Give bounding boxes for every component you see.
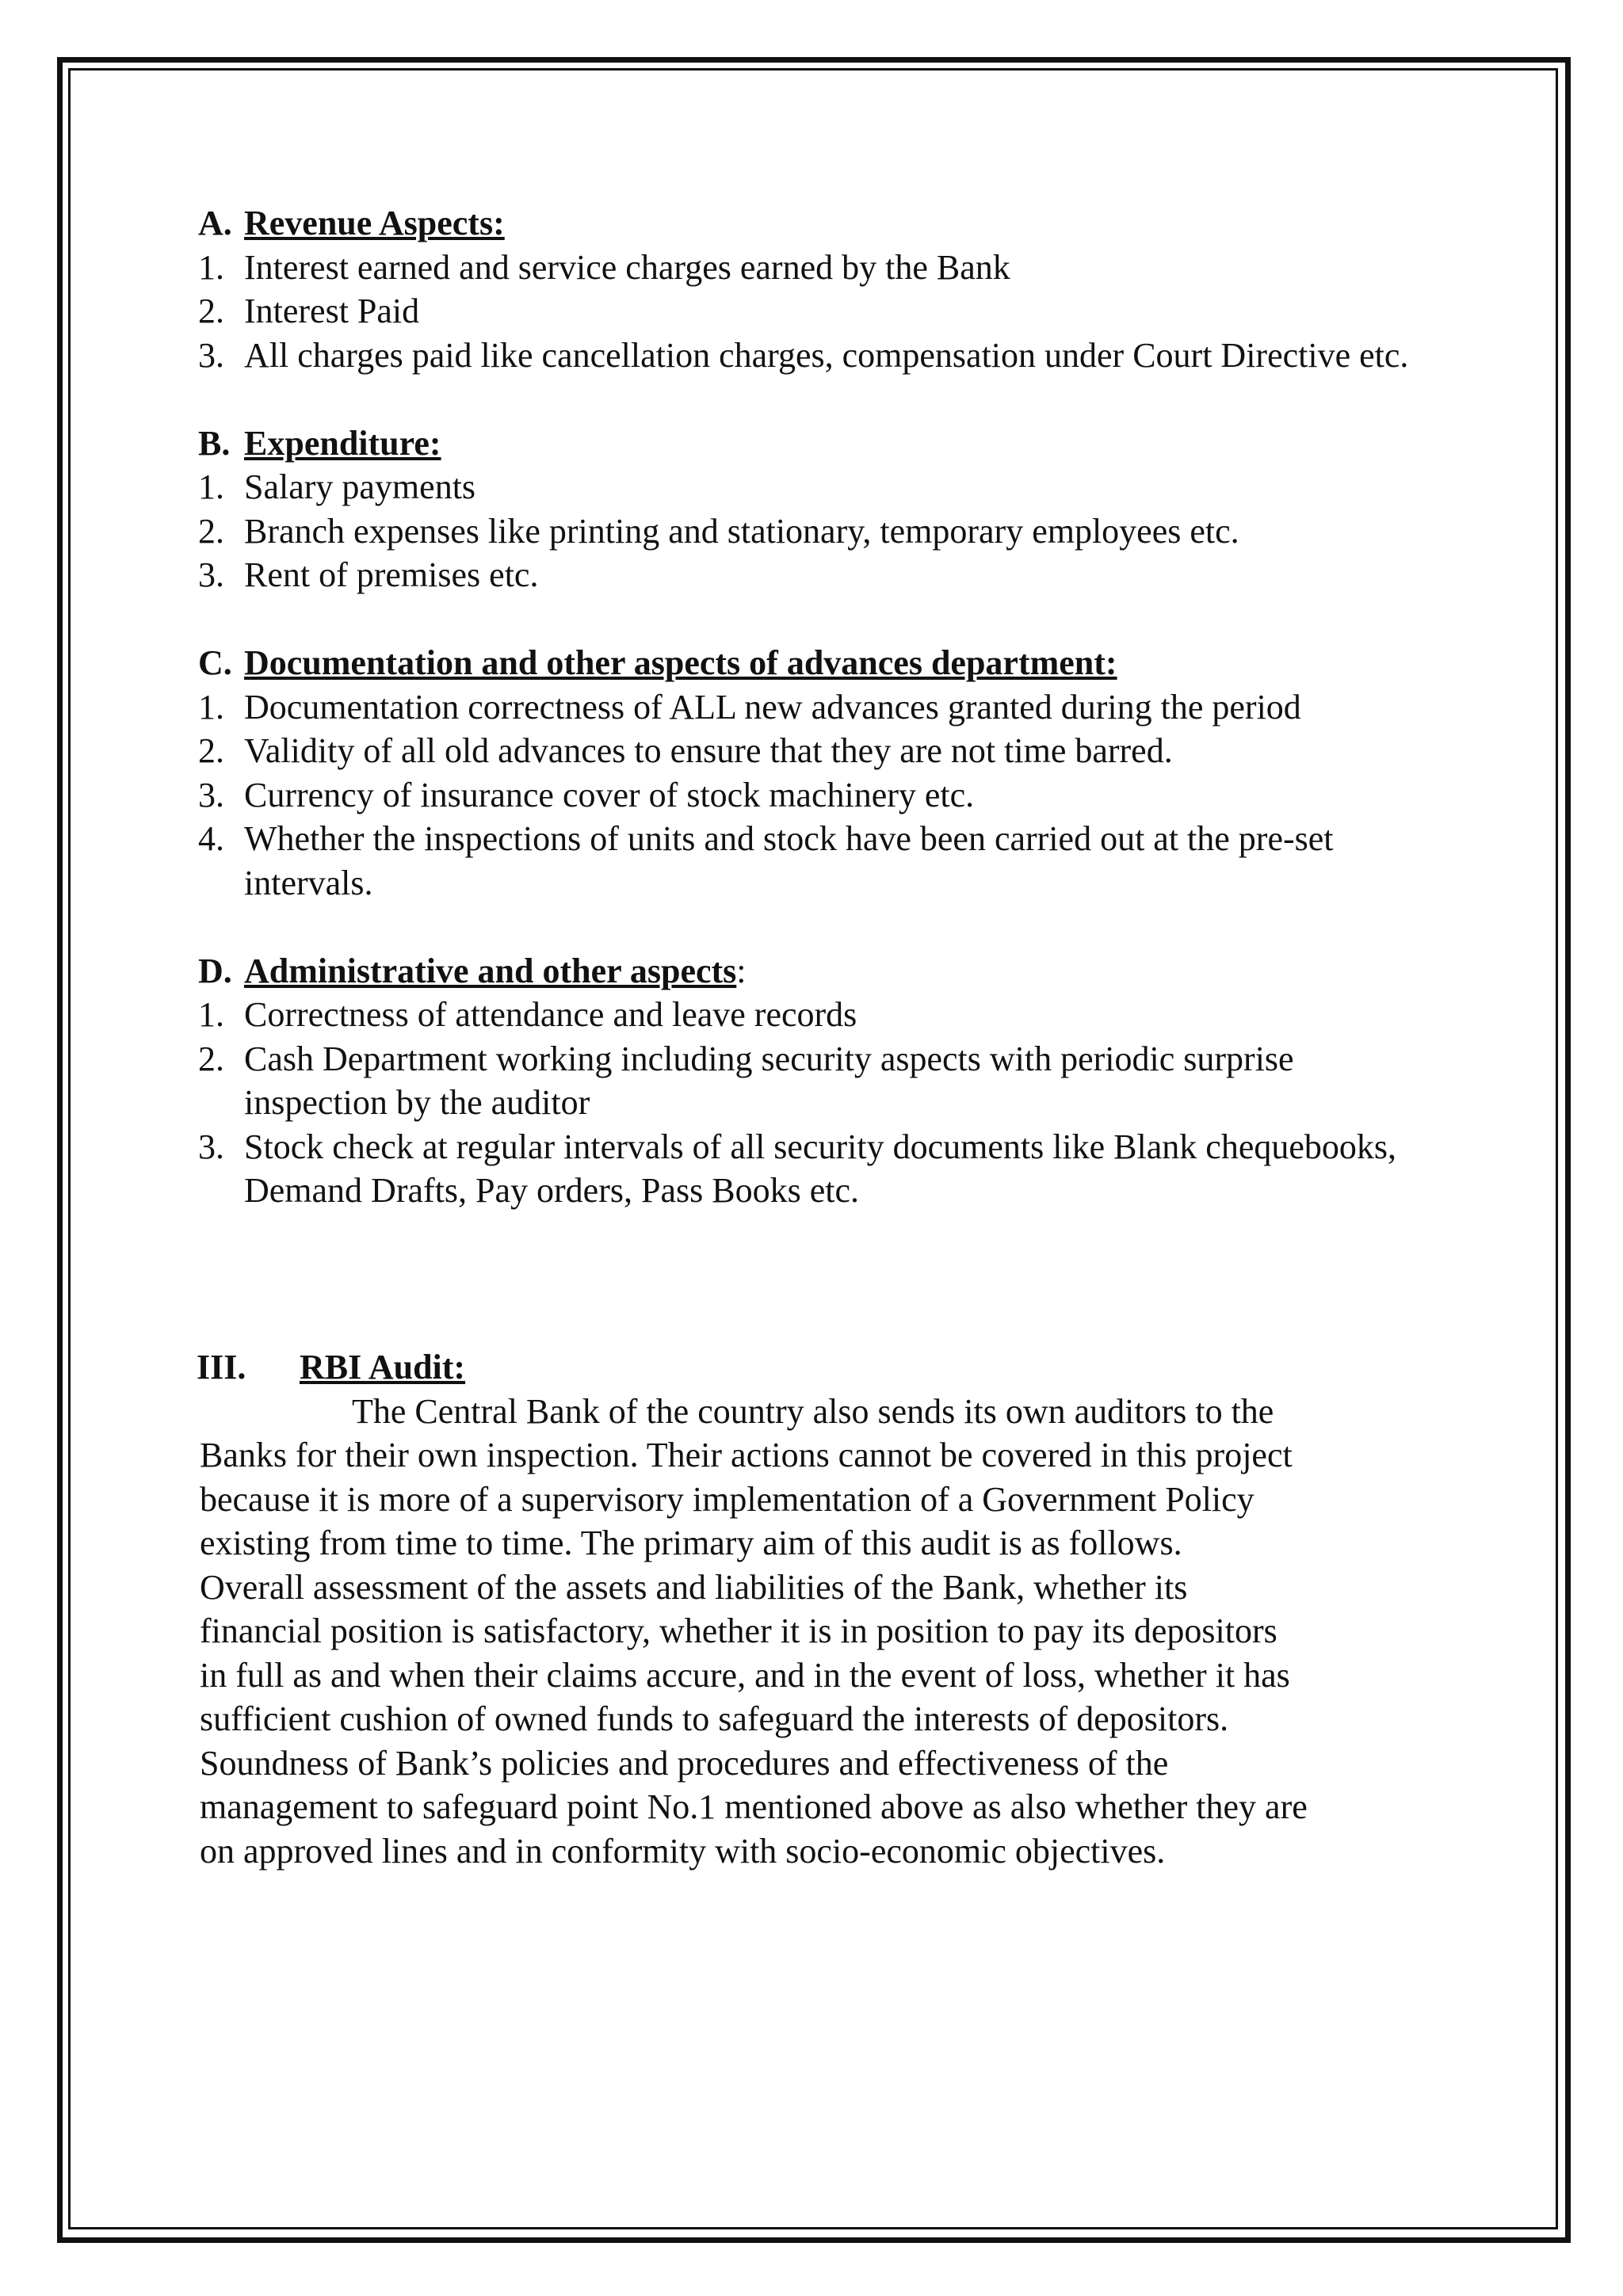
item-text: Rent of premises etc. <box>244 555 539 594</box>
list-item <box>198 246 1434 290</box>
item-number: 3. <box>198 335 224 375</box>
section-title-wrap <box>244 949 1434 994</box>
section-marker: D. <box>198 951 232 990</box>
list-item <box>198 1125 1434 1213</box>
list-item <box>198 993 1434 1037</box>
section-documentation <box>198 641 1434 905</box>
paragraph-line: financial position is satisfactory, whether it is in position to pay its depositors <box>200 1611 1277 1650</box>
item-text: Cash Department working including security aspects with periodic surprise inspection by the auditor <box>244 1039 1294 1122</box>
item-number: 2. <box>198 511 224 551</box>
section-marker: C. <box>198 643 232 682</box>
paragraph-line: management to safeguard point No.1 mentioned above as also whether they are <box>200 1787 1308 1826</box>
paragraph-line: in full as and when their claims accure, and in the event of loss, whether it has <box>200 1655 1290 1695</box>
list-item <box>198 685 1434 730</box>
list-item <box>198 289 1434 334</box>
section-title: Documentation and other aspects of advances department: <box>244 643 1117 682</box>
item-number: 1. <box>198 995 224 1034</box>
section-title-suffix: : <box>736 951 747 990</box>
section-rbi-audit <box>197 1345 1433 1873</box>
item-text: Correctness of attendance and leave records <box>244 995 857 1034</box>
section-expenditure <box>198 421 1434 597</box>
item-text: Whether the inspections of units and stock have been carried out at the pre-set intervals. <box>244 819 1334 902</box>
paragraph-line: on approved lines and in conformity with socio-economic objectives. <box>200 1831 1166 1871</box>
list-item <box>198 817 1434 905</box>
paragraph-line: Overall assessment of the assets and liabilities of the Bank, whether its <box>200 1567 1188 1607</box>
item-text: Salary payments <box>244 467 476 506</box>
section-title: Expenditure: <box>244 423 441 463</box>
list-item <box>198 553 1434 597</box>
section-heading <box>198 421 1434 466</box>
list-item <box>198 465 1434 509</box>
paragraph-line <box>200 1390 1428 1434</box>
item-text: Interest Paid <box>244 292 420 330</box>
section-administrative <box>198 949 1434 1213</box>
rbi-paragraph <box>200 1390 1428 1874</box>
item-text: Currency of insurance cover of stock machinery etc. <box>244 775 975 814</box>
item-text: Interest earned and service charges earned by the Bank <box>244 247 1010 287</box>
roman-numeral: III. <box>197 1348 246 1386</box>
item-number: 2. <box>198 292 224 330</box>
section-heading <box>198 949 1434 994</box>
audit-sections <box>198 201 1434 1257</box>
rbi-title: RBI Audit: <box>300 1348 466 1386</box>
item-text: Branch expenses like printing and stationary, temporary employees etc. <box>244 511 1239 551</box>
list-item <box>198 773 1434 818</box>
item-number: 1. <box>198 247 224 287</box>
list-item <box>198 1037 1434 1125</box>
paragraph-line: because it is more of a supervisory implementation of a Government Policy <box>200 1479 1254 1519</box>
paragraph-line-text: The Central Bank of the country also sends its own auditors to the <box>352 1391 1274 1431</box>
section-marker: A. <box>198 204 232 242</box>
item-number: 3. <box>198 555 224 594</box>
item-text: Stock check at regular intervals of all security documents like Blank chequebooks, Demand Drafts, Pay orders, Pass Books etc. <box>244 1127 1396 1210</box>
section-title: Administrative and other aspects <box>244 951 737 990</box>
paragraph-line: sufficient cushion of owned funds to safeguard the interests of depositors. <box>200 1699 1229 1738</box>
section-marker: B. <box>198 423 231 463</box>
item-number: 1. <box>198 687 224 727</box>
section-title: Revenue Aspects: <box>244 204 505 242</box>
section-revenue-aspects <box>198 201 1434 377</box>
list-item <box>198 729 1434 773</box>
section-heading <box>198 201 1434 246</box>
rbi-heading <box>197 1345 1433 1390</box>
item-text: Documentation correctness of ALL new advances granted during the period <box>244 687 1301 727</box>
list-item <box>198 509 1434 554</box>
item-text: Validity of all old advances to ensure that they are not time barred. <box>244 731 1173 770</box>
paragraph-line: existing from time to time. The primary aim of this audit is as follows. <box>200 1524 1182 1562</box>
paragraph-line: Soundness of Bank’s policies and procedures and effectiveness of the <box>200 1743 1169 1783</box>
item-number: 1. <box>198 467 224 506</box>
item-number: 4. <box>198 819 224 858</box>
paragraph-line: Banks for their own inspection. Their actions cannot be covered in this project <box>200 1436 1293 1474</box>
section-heading <box>198 641 1434 685</box>
item-text: All charges paid like cancellation charges, compensation under Court Directive etc. <box>244 335 1409 375</box>
item-number: 2. <box>198 731 224 770</box>
list-item <box>198 334 1434 378</box>
item-number: 3. <box>198 1127 224 1166</box>
item-number: 2. <box>198 1039 224 1078</box>
item-number: 3. <box>198 775 224 814</box>
